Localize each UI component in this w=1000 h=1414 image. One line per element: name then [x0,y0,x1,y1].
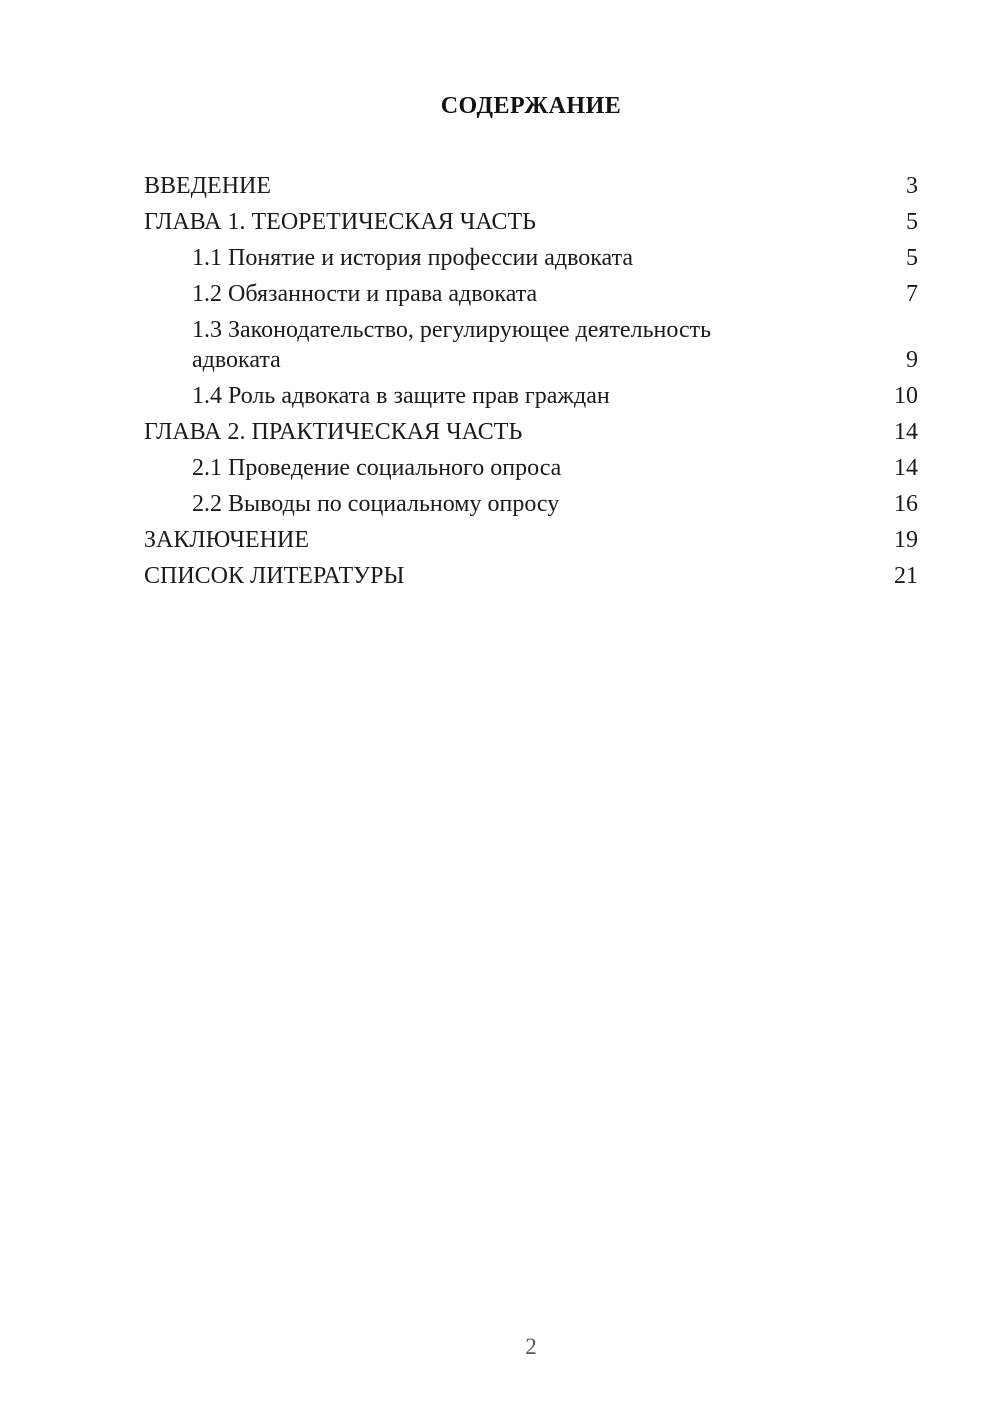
toc-entry-page-number: 14 [894,455,918,481]
toc-entry-title: ГЛАВА 2. ПРАКТИЧЕСКАЯ ЧАСТЬ [144,419,523,445]
toc-entry-page-number: 16 [894,491,918,517]
toc-entry [144,312,918,378]
page-title: СОДЕРЖАНИЕ [440,93,622,119]
toc-entry [144,414,918,450]
toc-entry [144,240,918,276]
table-of-contents [144,168,918,594]
toc-entry-title: 1.3 Законодательство, регулирующее деятельность адвоката [192,317,712,373]
toc-entry-page-number: 21 [894,563,918,589]
toc-entry [144,450,918,486]
toc-entry [144,486,918,522]
toc-entry [144,168,918,204]
toc-entry [144,276,918,312]
toc-entry-title: СПИСОК ЛИТЕРАТУРЫ [144,563,405,589]
toc-entry-title: 1.4 Роль адвоката в защите прав граждан [192,383,610,409]
toc-entry-title: ГЛАВА 1. ТЕОРЕТИЧЕСКАЯ ЧАСТЬ [144,209,536,235]
toc-entry-title: 2.1 Проведение социального опроса [192,455,562,481]
toc-entry-title: ВВЕДЕНИЕ [144,173,272,199]
toc-entry [144,522,918,558]
toc-entry-page-number: 7 [906,281,918,307]
toc-entry-page-number: 19 [894,527,918,553]
toc-entry-page-number: 14 [894,419,918,445]
toc-entry-page-number: 3 [906,173,918,199]
toc-entry-title: 2.2 Выводы по социальному опросу [192,491,560,517]
toc-entry-title: 1.1 Понятие и история профессии адвоката [192,245,634,271]
page-number: 2 [525,1334,537,1359]
toc-entry-page-number: 9 [906,347,918,373]
toc-entry [144,378,918,414]
toc-entry [144,558,918,594]
toc-entry-title: ЗАКЛЮЧЕНИЕ [144,527,309,553]
toc-entry-page-number: 10 [894,383,918,409]
toc-entry-title: 1.2 Обязанности и права адвоката [192,281,538,307]
toc-entry [144,204,918,240]
toc-entry-page-number: 5 [906,245,918,271]
toc-entry-page-number: 5 [906,209,918,235]
